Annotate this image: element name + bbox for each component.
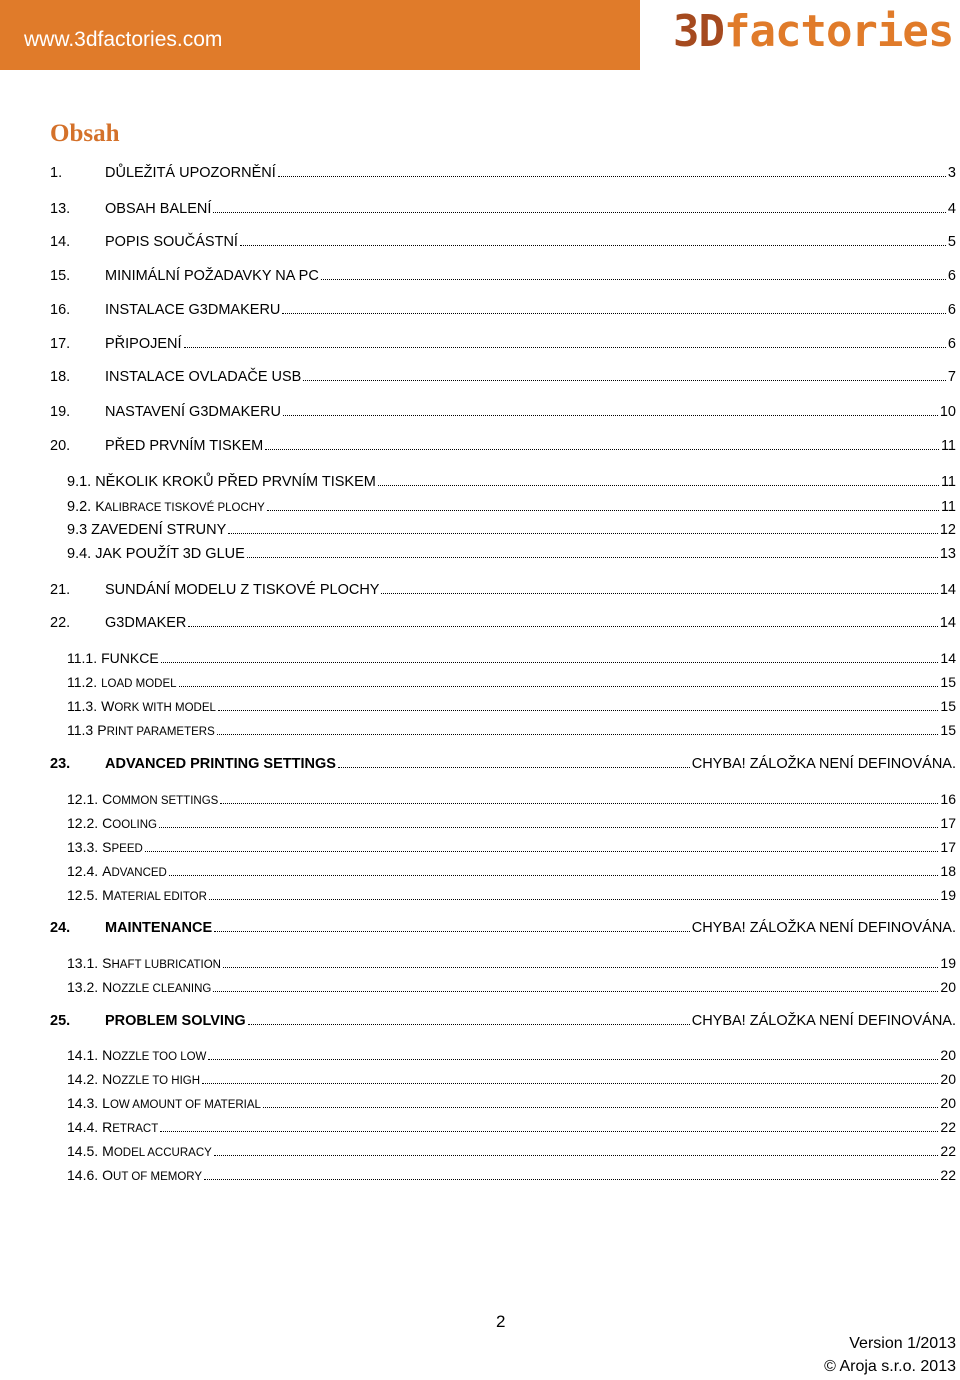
toc-subentry[interactable]: 14.3. LOW AMOUNT OF MATERIAL 20	[67, 1095, 956, 1111]
version-label: Version 1/2013	[849, 1335, 956, 1352]
toc-entry[interactable]: 17. PŘIPOJENÍ 6	[50, 336, 956, 352]
toc-entry[interactable]: 25. PROBLEM SOLVING CHYBA! ZÁLOŽKA NENÍ DEFINOVÁNA.	[50, 1013, 956, 1029]
toc-subentry[interactable]: 13.3. SPEED 17	[67, 839, 956, 855]
toc-subentry[interactable]: 9.3 ZAVEDENÍ STRUNY 12	[67, 522, 956, 538]
copyright-label: © Aroja s.r.o. 2013	[824, 1358, 956, 1375]
website-url[interactable]: www.3dfactories.com	[24, 28, 223, 51]
toc-subentry[interactable]: 9.1. NĚKOLIK KROKŮ PŘED PRVNÍM TISKEM 11	[67, 474, 956, 490]
toc-subentry[interactable]: 14.6. OUT OF MEMORY 22	[67, 1167, 956, 1183]
toc-entry[interactable]: 22. G3DMAKER 14	[50, 615, 956, 631]
toc-subentry[interactable]: 12.5. MATERIAL EDITOR 19	[67, 887, 956, 903]
toc-subentry[interactable]: 9.4. JAK POUŽÍT 3D GLUE 13	[67, 546, 956, 562]
toc-entry[interactable]: 14. POPIS SOUČÁSTNÍ 5	[50, 234, 956, 250]
toc-entry[interactable]: 15. MINIMÁLNÍ POŽADAVKY NA PC 6	[50, 268, 956, 284]
logo-text: 3Dfactories	[673, 6, 954, 57]
toc-entry[interactable]: 24. MAINTENANCE CHYBA! ZÁLOŽKA NENÍ DEFINOVÁNA.	[50, 920, 956, 936]
toc-subentry[interactable]: 11.3 PRINT PARAMETERS 15	[67, 722, 956, 738]
toc-subentry[interactable]: 11.2. LOAD MODEL 15	[67, 674, 956, 690]
toc-subentry[interactable]: 13.2. NOZZLE CLEANING 20	[67, 979, 956, 995]
toc-subentry[interactable]: 14.4. RETRACT 22	[67, 1119, 956, 1135]
page-number: 2	[496, 1312, 506, 1331]
toc-subentry[interactable]: 12.2. COOLING 17	[67, 815, 956, 831]
toc-entry[interactable]: 1. DŮLEŽITÁ UPOZORNĚNÍ 3	[50, 165, 956, 181]
toc-entry[interactable]: 18. INSTALACE OVLADAČE USB 7	[50, 369, 956, 385]
toc-subentry[interactable]: 14.2. NOZZLE TO HIGH 20	[67, 1071, 956, 1087]
toc-subentry[interactable]: 12.4. ADVANCED 18	[67, 863, 956, 879]
toc-entry[interactable]: 21. SUNDÁNÍ MODELU Z TISKOVÉ PLOCHY 14	[50, 582, 956, 598]
toc-entry[interactable]: 16. INSTALACE G3DMAKERU 6	[50, 302, 956, 318]
toc-entry[interactable]: 23. ADVANCED PRINTING SETTINGS CHYBA! ZÁLOŽKA NENÍ DEFINOVÁNA.	[50, 756, 956, 772]
toc-subentry[interactable]: 13.1. SHAFT LUBRICATION 19	[67, 955, 956, 971]
toc-entry[interactable]: 13. OBSAH BALENÍ 4	[50, 201, 956, 217]
toc-title: Obsah	[50, 120, 120, 147]
toc-subentry[interactable]: 14.5. MODEL ACCURACY 22	[67, 1143, 956, 1159]
toc-subentry[interactable]: 14.1. NOZZLE TOO LOW 20	[67, 1047, 956, 1063]
toc-subentry[interactable]: 11.3. WORK WITH MODEL 15	[67, 698, 956, 714]
toc-entry[interactable]: 19. NASTAVENÍ G3DMAKERU 10	[50, 404, 956, 420]
toc-subentry[interactable]: 12.1. COMMON SETTINGS 16	[67, 791, 956, 807]
toc-entry[interactable]: 20. PŘED PRVNÍM TISKEM 11	[50, 438, 956, 454]
toc-subentry[interactable]: 11.1. FUNKCE 14	[67, 650, 956, 666]
toc-subentry[interactable]: 9.2. KALIBRACE TISKOVÉ PLOCHY 11	[67, 498, 956, 515]
